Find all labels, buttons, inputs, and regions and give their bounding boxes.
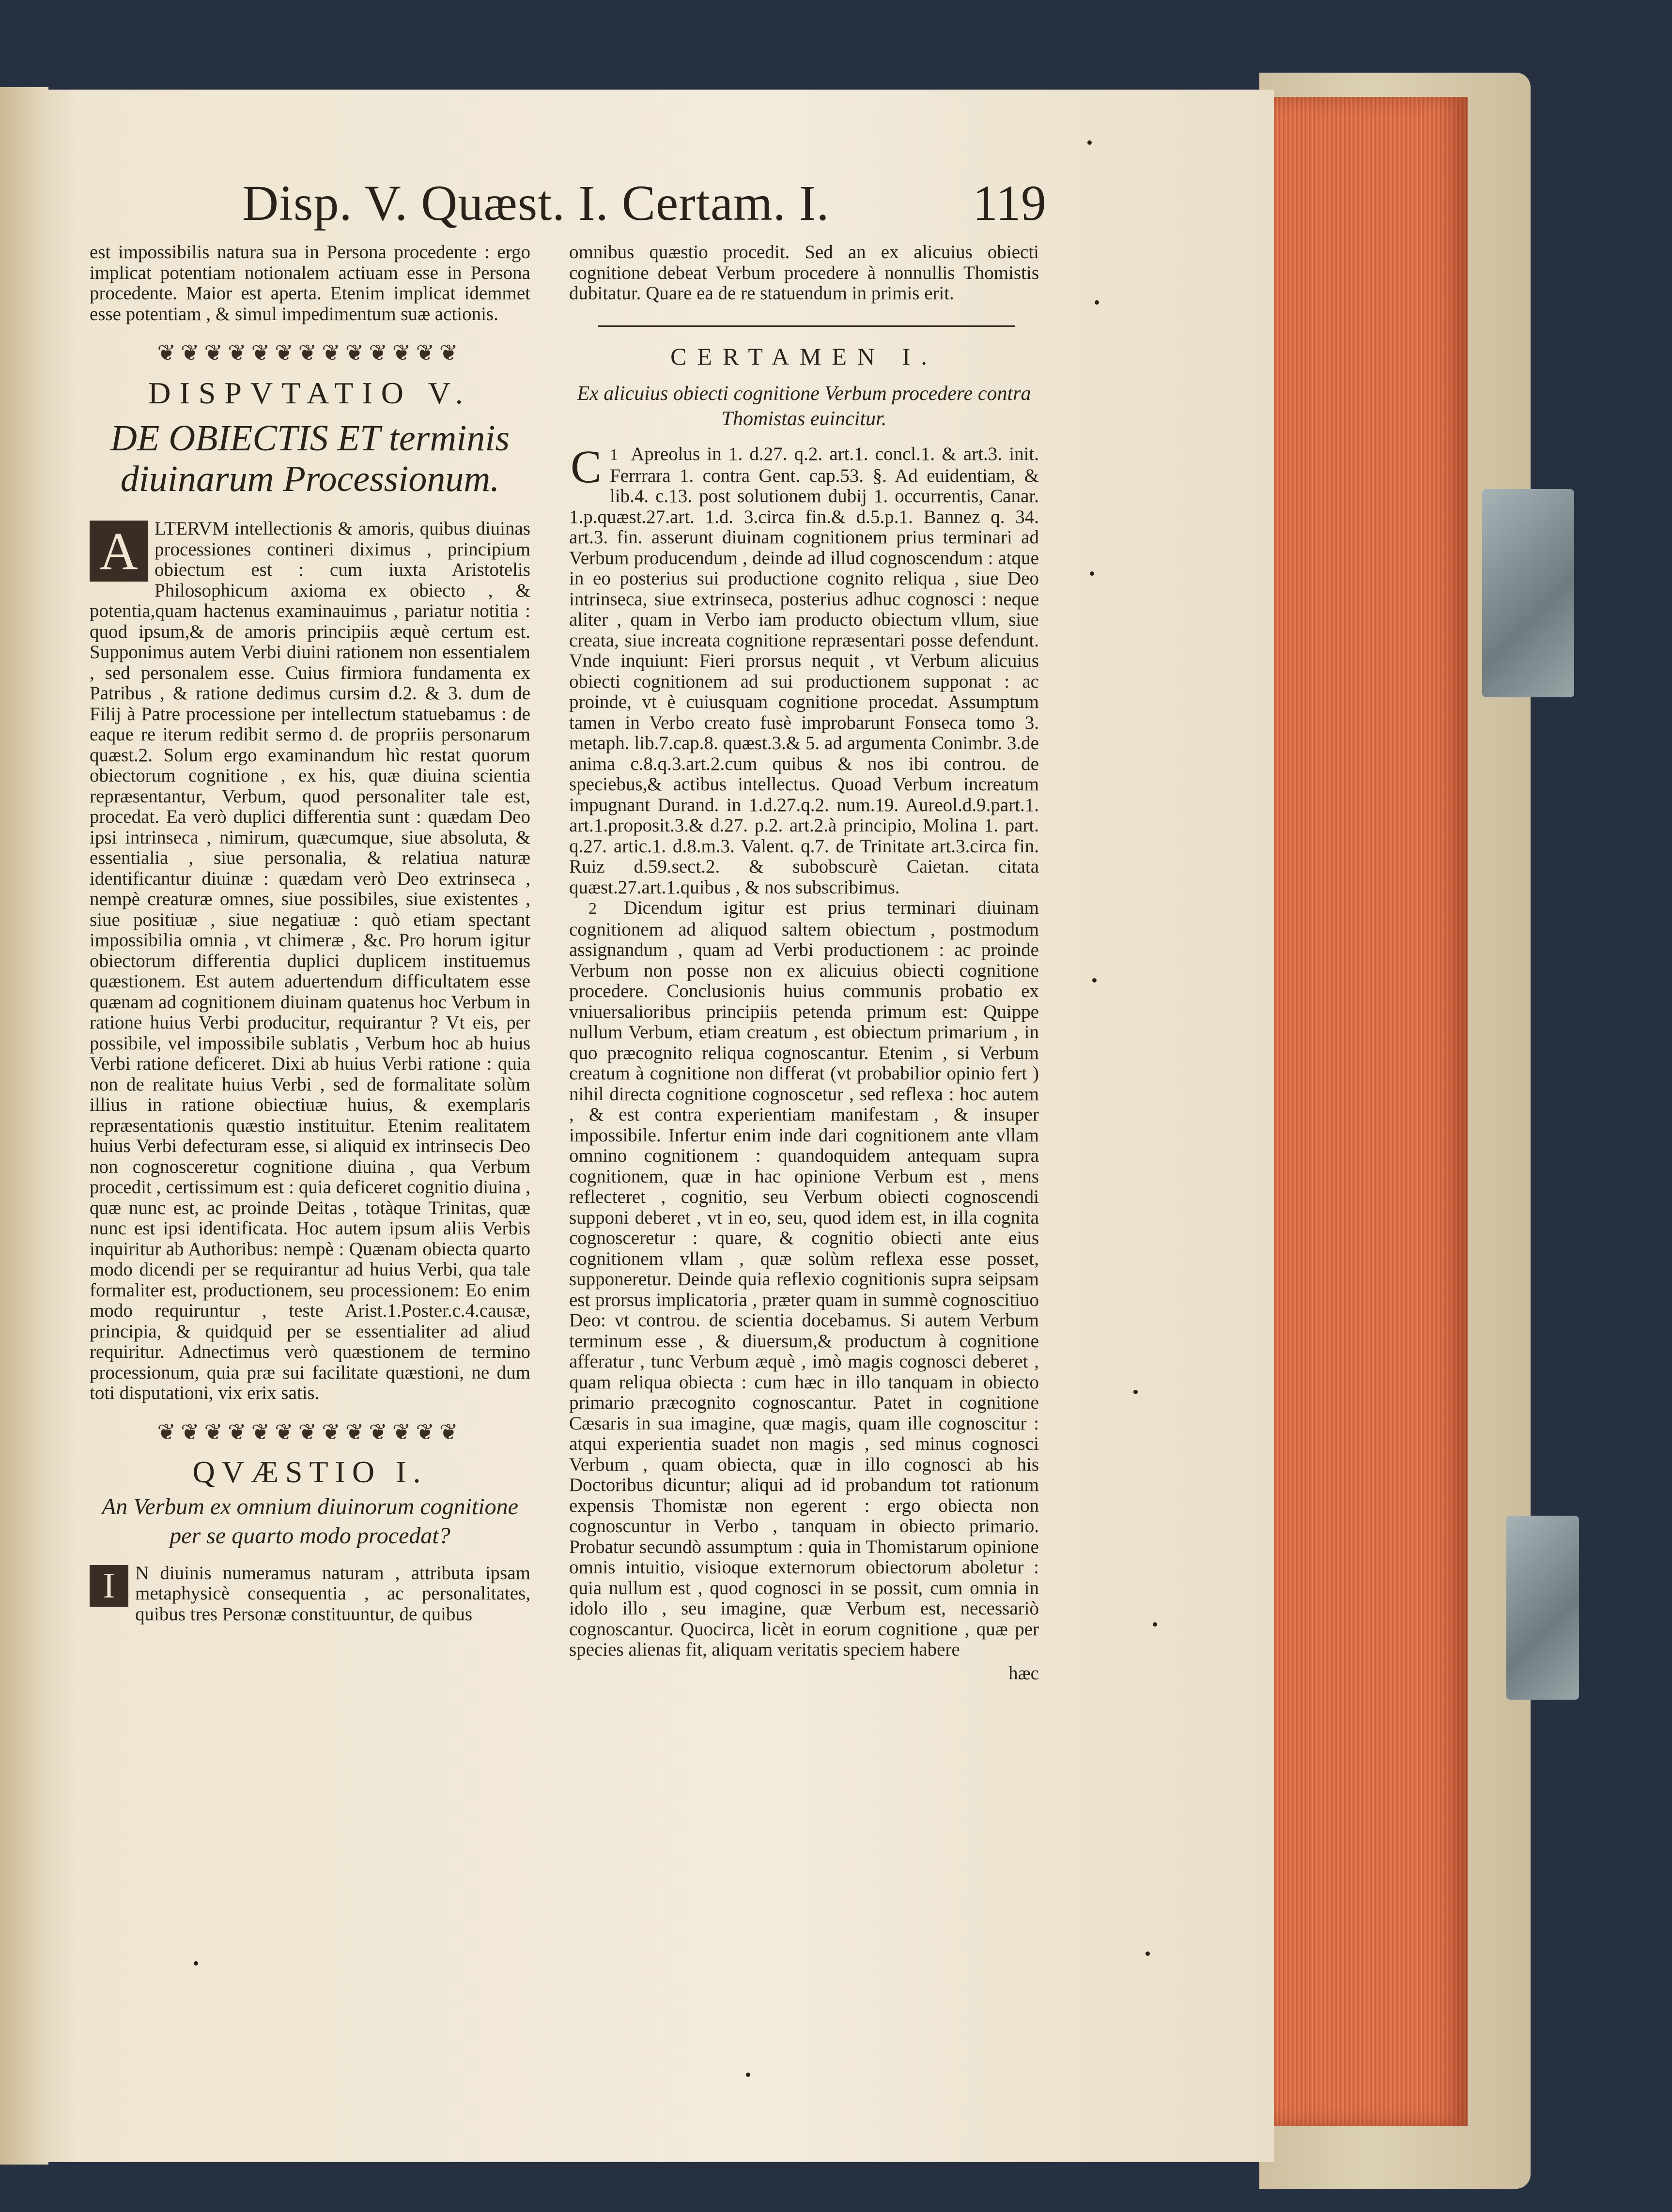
- disputatio-body: [90, 519, 530, 1404]
- page-edges: [1254, 97, 1468, 2126]
- certamen-title: CERTAMEN I.: [670, 342, 938, 370]
- worm-hole: [1133, 1390, 1138, 1394]
- ornament-band-2: ❦❦❦❦❦❦❦❦❦❦❦❦❦: [157, 1419, 463, 1444]
- page-header: [242, 174, 1046, 237]
- paragraph-number-2: 2: [588, 900, 597, 918]
- worm-hole: [1095, 300, 1099, 305]
- disputatio-body-text: LTERVM intellectionis & amoris, quibus diuinas processiones contineri diximus , principium obiectum est : cum iuxta Aristotelis Philosophicum axioma ex obiecto , & potentia,quam hactenus examinauimus , pariatur notitia : quod ipsum,& de amoris principiis æquè certum est. Supponimus autem Verbi diuini rationem non essentialem , sed personalem esse. Cuius firmiora fundamenta ex Patribus , & ratione dedimus cursim d.2. & 3. dum de Filij à Patre processione per intellectum statuebamus : de eaque re iterum redibit sermo d. de propriis personarum quæst.2. Solum ergo examinandum hìc restat quorum obiectorum cognitione , ex his, quæ diuina scientia repræsentantur, Verbum, quod personaliter tale est, procedat. Ea verò duplici differentia sunt : quædam Deo ipsi intrinseca , nimirum, quæcumque, siue absoluta, & essentialia , siue personalia, & relatiua naturæ identificantur diuinæ : quædam verò Deo extrinseca , nempè creaturæ omnes, siue possibiles, siue existentes , siue positiuæ , siue negatiuæ : quò etiam spectant impossibilia omnia , vt chimeræ , &c. Pro horum igitur obiectorum differentia duplici duplicem instituemus quæstionem. Est autem aduertendum difficultatem esse quænam ad cognitionem diuinam quatenus hoc Verbum in ratione huius Verbi producitur, requirantur ? Vt eis, per possibile, vel impossibile sublatis , Verbum hoc ab huius Verbi ratione deficeret. Dixi ab huius Verbi ratione : quia non de realitate huius Verbi , sed de formalitate solùm illius in ratione obiectiuæ huius, & exemplaris repræsentationis quæstio instituitur. Etenim realitatem huius Verbi defecturam esse, si aliquid ex intrinsecis Deo non cognosceretur cognitione diuina , qua Verbum procedit , certissimum est : quia deficeret cognitio diuina , quæ nunc est, ac proinde Deitas , totàque Trinitas, quæ nunc est ipsi identificata. Hoc autem ipsum aliis Verbis inquiritur ab Authoribus: nempè : Quænam obiecta quarto modo dicendi per se requirantur ad huius Verbi, qua tale formaliter est, productionem, seu processionem: Eo enim modo requiruntur , teste Arist.1.Poster.c.4.causæ, principia, & quidquid per se essentialiter ad aliud requiritur. Adnectimus verò quæstionem de termino processionum, quia præ sui facilitate quæstioni, ne dum toti disputationi, vix erix satis.: [90, 518, 530, 1403]
- intro-paragraph: est impossibilis natura sua in Persona procedente : ergo implicat potentiam notionalem actiuam esse in Persona procedente. Maior est aperta. Etenim implicat idemmet esse potentiam , & simul impedimentum suæ actionis.: [90, 242, 530, 324]
- disputatio-title: DISPVTATIO V.: [148, 375, 472, 410]
- clasp-lower: [1506, 1516, 1579, 1700]
- paragraph-number-1: 1: [610, 446, 618, 464]
- question-subtitle: An Verbum ex omnium diuinorum cognitione per se quarto modo procedat?: [102, 1493, 518, 1549]
- paragraph-1-initial: C: [570, 441, 602, 492]
- question-body-text: N diuinis numeramus naturam , attributa ipsam metaphysicè consequentia , ac personalitates, quibus tres Personæ constituuntur, de quibus: [135, 1562, 530, 1625]
- dropcap-letter-2: I: [90, 1565, 128, 1607]
- certamen-subtitle: Ex alicuius obiecti cognitione Verbum procedere contra Thomistas euincitur.: [577, 383, 1031, 430]
- clasp-upper: [1482, 489, 1574, 697]
- worm-hole: [1087, 140, 1092, 145]
- worm-hole: [746, 2073, 750, 2077]
- dropcap-letter: A: [90, 521, 148, 582]
- facing-page-edge: [0, 87, 48, 2165]
- question-title: QVÆSTIO I.: [192, 1455, 428, 1489]
- paragraph-1-text: Apreolus in 1. d.27. q.2. art.1. concl.1. & art.3. init. Ferrrara 1. contra Gent. cap.53. §. Ad euidentiam, & lib.4. c.13. post solutionem dubij 1. occurrentis, Canar. 1.p.quæst.27.art. 1.d. 3.circa fin.& d.5.p.1. Bannez q. 34. art.3. fin. asserunt diuinam cognitionem prius terminari ad Verbum producendum , deinde ad illud cognoscendum : atque in eo posterius sui productione cognito reliqua , siue Deo intrinseca, siue extrinseca, posterius adhuc cognosci : neque aliter , quam in Verbo iam producto obiectum vllum, siue creata, siue increata cognitione repræsentari posse defendunt. Vnde inquiunt: Fieri prorsus nequit , vt Verbum alicuius obiecti cognitionem ad sui productionem supponat : ac proinde, vt è cuiusquam cognitione procedat. Assumptum tamen in Verbo creato fusè improbarunt Fonseca tomo 3. metaph. lib.7.cap.8. quæst.3.& 5. ad argumenta Conimbr. 3.de anima c.8.q.3.art.2.cum quibus & nos ibi controu. de speciebus,& actibus intellectus. Quoad Verbum increatum impugnant Durand. in 1.d.27.q.2. num.19. Aureol.d.9.part.1. art.1.proposit.3.& d.27. p.2. art.2.à principio, Molina 1. part. q.27. artic.1. d.8.m.3. Valent. q.7. de Trinitate art.3.circa fin. Ruiz d.59.sect.2. & subobscurè Caietan. citata quæst.27.art.1.quibus , & nos subscribimus.: [569, 444, 1039, 898]
- question-body: [90, 1563, 530, 1625]
- worm-hole: [194, 1961, 198, 1966]
- paragraph-2: [569, 898, 1039, 1660]
- worm-hole: [1153, 1622, 1157, 1627]
- worm-hole: [1146, 1951, 1150, 1956]
- paragraph-2-text: Dicendum igitur est prius terminari diuinam cognitionem ad aliquod saltem obiectum , postmodum assignandum , quam ad Verbi productionem : ac proinde Verbum non posse non ex alicuius obiecti cognitione procedere. Conclusionis huius communis probatio ex vniuersalioribus principiis petenda primum est: Quippe nullum Verbum, etiam creatum , est obiectum primarium , in quo præcognito reliqua cognoscantur. Etenim , si Verbum creatum à cognitione non differat (vt probabilior opinio fert ) nihil directa cognitione cognoscetur , sed reflexa : hoc autem , & est contra experientiam manifestam , & insuper impossibile. Infertur enim inde dari cognitionem ante vllam omnino cognitionem : quandoquidem antequam supra cognitionem, quæ in hac opinione Verbum est , mens reflecteret , cognitio, seu Verbum obiecti cognoscendi supponi deberet , vt in eo, seu, quod idem est, in illa cognita cognosceretur : quare, & cognitio obiecti ante eius cognitionem vllam , quæ solùm reflexa esse posset, supponeretur. Deinde quia reflexio cognitionis supra seipsam est prorsus implicatoria , præter quam in summè cognoscitiuo Deo: vt controu. de scientia docebamus. Si autem Verbum terminum esse , & diuersum,& productum à cognitione afferatur , tunc Verbum æquè , imò magis cognosci deberet , quam reliqua obiecta : cum hæc in illo tanquam in obiecto primario præcognito cognoscantur. Patet in cognitione Cæsaris in sua imagine, quæ magis, quam ille cognoscitur : atqui experientia suadet non magis , sed minus cognosci Verbum , quam obiecta, quæ in illo cognosci ab his Doctoribus dicuntur; aliqui ad id probandum tot rationum expensis Thomistæ non egerent : ergo obiecta non cognoscuntur in Verbo , tanquam in obiecto primario. Probatur secundò assumptum : quia in Thomistarum opinione omnis intuitio, visioque externorum obiectorum aboletur : quia nullum est , quod cognosci in se possit, cum omnia in idolo illo , seu imagine, quæ Verbum est, necessariò cognoscantur. Quocirca, licèt in eorum cognitione , quæ per species alienas fit, aliquam veritatis speciem habere: [569, 897, 1039, 1660]
- worm-hole: [1090, 571, 1094, 576]
- ornament-band: ❦❦❦❦❦❦❦❦❦❦❦❦❦: [157, 340, 463, 365]
- page-number: 119: [972, 175, 1046, 231]
- paragraph-1: [569, 441, 1039, 898]
- worm-hole: [1092, 978, 1097, 983]
- right-intro-paragraph: omnibus quæstio procedit. Sed an ex alicuius obiecti cognitione debeat Verbum procedere à nonnullis Thomistis dubitatur. Quare ea de re statuendum in primis erit.: [569, 242, 1039, 304]
- disputatio-subtitle: DE OBIECTIS ET terminis diuinarum Processionum.: [110, 418, 510, 499]
- right-column: [569, 242, 1039, 1684]
- section-rule: [598, 325, 1015, 327]
- left-column: [90, 242, 530, 1625]
- running-title: Disp. V. Quæst. I. Certam. I.: [242, 175, 830, 231]
- catchword: hæc: [1008, 1662, 1039, 1684]
